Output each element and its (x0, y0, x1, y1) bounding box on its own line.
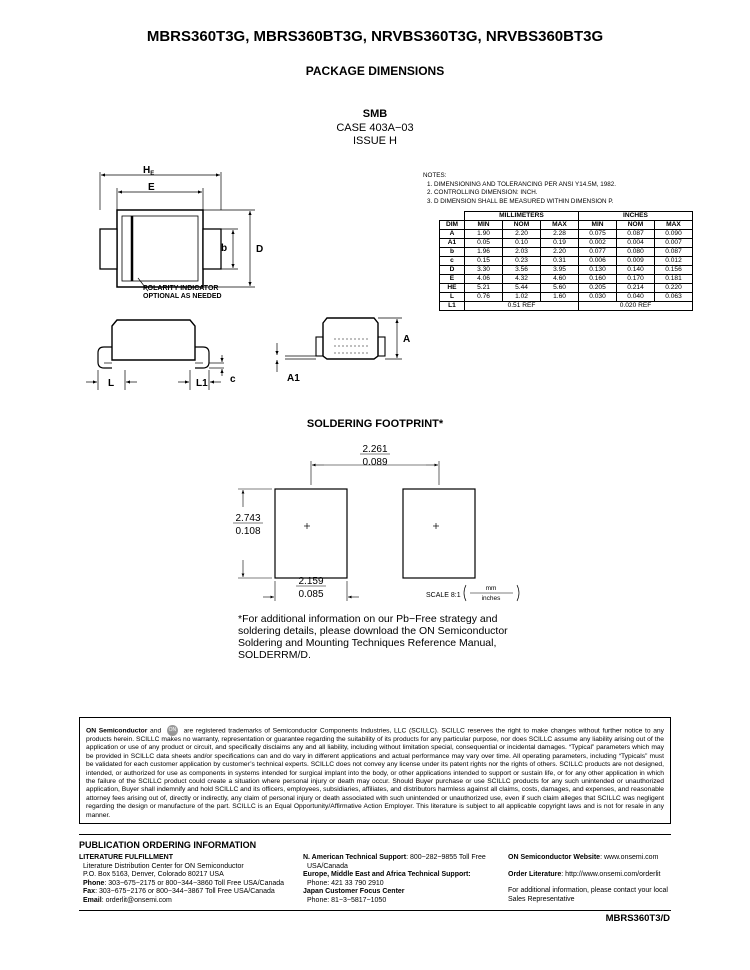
header-in-min: MIN (579, 221, 617, 230)
dim-cell: b (440, 248, 465, 257)
value-cell: 2.20 (541, 248, 579, 257)
contact-line1: For additional information, please contact your local (508, 887, 668, 895)
label-c: c (230, 374, 236, 385)
label-a1: A1 (287, 373, 300, 384)
label-l1: L1 (196, 378, 208, 389)
value-cell: 1.96 (465, 248, 503, 257)
package-dimensions-heading: PACKAGE DIMENSIONS (305, 64, 445, 78)
label-d: D (256, 244, 264, 255)
ref-mm-cell: 0.51 REF (465, 302, 579, 311)
value-cell: 1.60 (541, 293, 579, 302)
lit-email: Email: orderlit@onsemi.com (83, 896, 172, 904)
value-cell: 0.077 (579, 248, 617, 257)
label-polarity-1: POLARITY INDICATOR (143, 285, 219, 292)
legal-company: ON Semiconductor (86, 727, 148, 735)
dim-cell: A (440, 230, 465, 239)
dim-cell: HE (440, 284, 465, 293)
dim-bottom-mm: 2.159 (298, 576, 324, 587)
value-cell: 0.009 (617, 257, 655, 266)
value-cell: 0.040 (617, 293, 655, 302)
dim-cell: D (440, 266, 465, 275)
value-cell: 0.76 (465, 293, 503, 302)
lit-phone: Phone: 303−675−2175 or 800−344−3860 Toll Free USA/Canada (83, 879, 285, 887)
document-number: MBRS360T3/D (605, 913, 670, 924)
dim-cell: L (440, 293, 465, 302)
dim-left-mm: 2.743 (235, 513, 261, 524)
dim-cell: A1 (440, 239, 465, 248)
value-cell: 0.130 (579, 266, 617, 275)
value-cell: 0.012 (655, 257, 693, 266)
dim-bottom-in: 0.085 (298, 589, 324, 600)
order-literature: Order Literature: http://www.onsemi.com/orderlit (508, 870, 661, 878)
na-support: N. American Technical Support: 800−282−9855 Toll Free (303, 854, 486, 861)
soldering-footprint-heading: SOLDERING FOOTPRINT* (306, 418, 444, 430)
note-2: 2. CONTROLLING DIMENSION: INCH. (427, 189, 538, 196)
value-cell: 0.220 (655, 284, 693, 293)
header-in-nom: NOM (617, 221, 655, 230)
header-mm-nom: NOM (503, 221, 541, 230)
ordering-heading: PUBLICATION ORDERING INFORMATION (79, 840, 257, 850)
jp-support: Japan Customer Focus Center (303, 888, 405, 896)
value-cell: 0.15 (465, 257, 503, 266)
value-cell: 0.087 (655, 248, 693, 257)
table-row (440, 284, 693, 293)
value-cell: 4.32 (503, 275, 541, 284)
table-row (440, 293, 693, 302)
value-cell: 0.087 (617, 230, 655, 239)
package-issue: ISSUE H (352, 135, 397, 147)
notes-title: NOTES: (423, 172, 447, 179)
table-row (440, 275, 693, 284)
eu-phone: Phone: 421 33 790 2910 (307, 879, 384, 887)
value-cell: 5.21 (465, 284, 503, 293)
dim-cell: c (440, 257, 465, 266)
label-polarity-2: OPTIONAL AS NEEDED (143, 293, 222, 300)
dim-left-in: 0.108 (235, 526, 261, 537)
na-region: USA/Canada (307, 862, 348, 870)
unit-mm: mm (485, 585, 497, 592)
soldering-footnote: *For additional information on our Pb−Free strategy and soldering details, please download the ON Semiconductor Soldering and Mounting Techniques Reference Manual, SOLDERRM/D. (238, 613, 508, 661)
value-cell: 3.95 (541, 266, 579, 275)
ref-in-cell: 0.020 REF (579, 302, 693, 311)
label-b: b (221, 243, 228, 254)
group-inches: INCHES (579, 212, 693, 221)
lit-title: LITERATURE FULFILLMENT (79, 854, 173, 861)
value-cell: 4.60 (541, 275, 579, 284)
solder-pad-left (275, 489, 347, 578)
value-cell: 5.44 (503, 284, 541, 293)
dim-top-in: 0.089 (362, 457, 388, 468)
value-cell: 0.205 (579, 284, 617, 293)
label-l: L (108, 378, 115, 389)
document-title: MBRS360T3G, MBRS360BT3G, NRVBS360T3G, NRVBS360BT3G (146, 28, 604, 45)
package-case: CASE 403A−03 (336, 122, 414, 134)
value-cell: 0.140 (617, 266, 655, 275)
value-cell: 3.30 (465, 266, 503, 275)
value-cell: 0.075 (579, 230, 617, 239)
label-he: $H_E$ (143, 165, 155, 177)
unit-inches: inches (481, 595, 501, 602)
header-in-max: MAX (655, 221, 693, 230)
value-cell: 0.006 (579, 257, 617, 266)
literature-fulfillment (79, 854, 304, 906)
website-info (508, 854, 688, 904)
group-millimeters: MILLIMETERS (465, 212, 579, 221)
value-cell: 2.03 (503, 248, 541, 257)
header-mm-min: MIN (465, 221, 503, 230)
dimension-table (439, 211, 693, 311)
value-cell: 0.002 (579, 239, 617, 248)
value-cell: 0.160 (579, 275, 617, 284)
value-cell: 1.90 (465, 230, 503, 239)
eu-support: Europe, Middle East and Africa Technical Support: (303, 871, 471, 879)
legal-and: and (150, 727, 162, 735)
value-cell: 0.170 (617, 275, 655, 284)
note-1: 1. DIMENSIONING AND TOLERANCING PER ANSI Y14.5M, 1982. (427, 180, 616, 188)
dim-cell: L1 (440, 302, 465, 311)
value-cell: 0.10 (503, 239, 541, 248)
jp-phone: Phone: 81−3−5817−1050 (307, 896, 387, 904)
value-cell: 0.090 (655, 230, 693, 239)
legal-body: are registered trademarks of Semiconductor Components Industries, LLC (SCILLC). SCILLC reserves the right to make changes without further notice to any products herein. SCILLC makes no warranty, representation or guarantee regarding the suitability of its products for any particular purpose, nor does SCILLC assume any liability arising out of the application or use of any product or circuit, and specifically disclaims any and all liability, including without limitation special, consequential or incidental damages. “Typical” parameters which may be provided in SCILLC data sheets and/or specifications can and do vary in different applications and actual performance may vary over time. All operating parameters, including “Typicals” must be validated for each customer application by customer’s technical experts. SCILLC does not convey any license under its patent rights nor the rights of others. SCILLC products are not designed, intended, or authorized for use as components in systems intended for surgical implant into the body, or other applications intended to support or sustain life, or for any other application in which the failure of the SCILLC product could create a situation where personal injury or death may occur. Should Buyer purchase or use SCILLC products for any such unintended or unauthorized application, Buyer shall indemnify and hold SCILLC and its officers, employees, subsidiaries, affiliates, and distributors harmless against all claims, costs, damages, and expenses, and reasonable attorney fees arising out of, directly or indirectly, any claim of personal injury or death associated with such unintended or unauthorized use, even if such claim alleges that SCILLC was negligent regarding the design or manufacture of the part. SCILLC is an Equal Opportunity/Affirmative Action Employer. This literature is subject to all applicable copyright laws and is not for resale in any manner. (86, 727, 664, 819)
package-name: SMB (362, 108, 388, 120)
table-row (440, 257, 693, 266)
table-row (440, 266, 693, 275)
value-cell: 0.063 (655, 293, 693, 302)
value-cell: 0.004 (617, 239, 655, 248)
value-cell: 0.214 (617, 284, 655, 293)
value-cell: 3.56 (503, 266, 541, 275)
value-cell: 4.06 (465, 275, 503, 284)
divider (79, 834, 671, 835)
value-cell: 0.030 (579, 293, 617, 302)
value-cell: 0.19 (541, 239, 579, 248)
lit-line1: Literature Distribution Center for ON Semiconductor (83, 862, 244, 870)
value-cell: 2.28 (541, 230, 579, 239)
soldering-footprint-drawing (0, 435, 750, 615)
value-cell: 0.080 (617, 248, 655, 257)
table-row (440, 230, 693, 239)
notes (423, 172, 723, 206)
dim-cell: E (440, 275, 465, 284)
value-cell: 0.156 (655, 266, 693, 275)
value-cell: 1.02 (503, 293, 541, 302)
label-e: E (148, 182, 155, 193)
header-dim: DIM (440, 221, 465, 230)
table-header-row (440, 221, 693, 230)
value-cell: 0.05 (465, 239, 503, 248)
header-mm-max: MAX (541, 221, 579, 230)
dim-top-mm: 2.261 (362, 444, 388, 455)
note-3: 3. D DIMENSION SHALL BE MEASURED WITHIN DIMENSION P. (427, 197, 614, 205)
lit-line2: P.O. Box 5163, Denver, Colorado 80217 USA (83, 871, 224, 879)
website: ON Semiconductor Website: www.onsemi.com (508, 854, 659, 861)
value-cell: 0.31 (541, 257, 579, 266)
divider (79, 910, 671, 911)
value-cell: 0.181 (655, 275, 693, 284)
technical-support (303, 854, 503, 906)
value-cell: 2.20 (503, 230, 541, 239)
value-cell: 0.007 (655, 239, 693, 248)
scale-label: SCALE 8:1 (426, 592, 461, 599)
table-row-l1 (440, 302, 693, 311)
table-row (440, 248, 693, 257)
table-row (440, 239, 693, 248)
value-cell: 5.60 (541, 284, 579, 293)
on-logo-icon: ON (167, 725, 178, 736)
lit-fax: Fax: 303−675−2176 or 800−344−3867 Toll Free USA/Canada (83, 888, 275, 896)
value-cell: 0.23 (503, 257, 541, 266)
contact-line2: Sales Representative (508, 895, 575, 903)
solder-pad-right (403, 489, 475, 578)
legal-disclaimer (79, 717, 671, 824)
label-a: A (403, 334, 411, 345)
